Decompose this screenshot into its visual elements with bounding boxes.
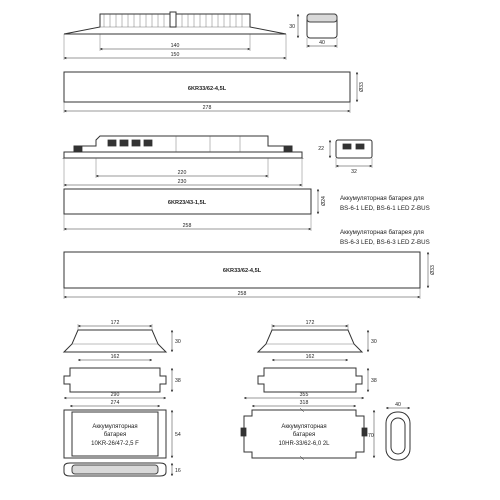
dim-318-label: 318 xyxy=(299,400,309,406)
battery-pack-1 xyxy=(64,72,365,113)
right-battery-end-view xyxy=(386,402,410,460)
dim-172-label: 172 xyxy=(110,320,120,326)
pack-1-label: 6KR33/62-4,5L xyxy=(187,86,227,92)
right-battery xyxy=(241,392,374,460)
device-2-end-view xyxy=(318,140,372,175)
battery-right-line-2: батарея xyxy=(292,432,316,438)
dim-dia33-label: Ø33 xyxy=(359,82,365,92)
battery-pack-2 xyxy=(64,189,327,231)
dim-162b-label: 162 xyxy=(305,354,315,360)
dim-220 xyxy=(96,158,268,178)
dim-38b-label: 38 xyxy=(371,378,377,384)
pack-3-label: 6KR33/62-4,5L xyxy=(222,268,262,274)
dim-30b-label: 30 xyxy=(175,339,181,345)
note-2-line-2: BS-6-3 LED, BS-6-3 LED Z-BUS xyxy=(340,239,430,246)
dim-278-label: 278 xyxy=(202,105,212,111)
dim-40-label: 40 xyxy=(319,40,325,46)
dim-16-label: 16 xyxy=(175,468,181,474)
pack-2-label: 6KR23/43-1,5L xyxy=(167,200,207,206)
left-battery-base xyxy=(64,463,181,476)
device-1-side-view xyxy=(64,12,286,34)
dim-54-label: 54 xyxy=(175,432,181,438)
battery-left-line-2: батарея xyxy=(103,432,127,438)
note-1 xyxy=(340,195,430,212)
dim-220-label: 220 xyxy=(177,170,187,176)
right-housing-side xyxy=(258,354,377,392)
dim-140 xyxy=(100,34,250,51)
battery-left-line-1: Аккумуляторная xyxy=(92,424,138,430)
dim-172b-label: 172 xyxy=(305,320,315,326)
dim-230-label: 230 xyxy=(177,179,187,185)
dim-258-label: 258 xyxy=(182,223,192,229)
dim-30c-label: 30 xyxy=(371,339,377,345)
dim-140-label: 140 xyxy=(170,43,180,49)
dim-258b-label: 258 xyxy=(237,291,247,297)
battery-right-line-1: Аккумуляторная xyxy=(281,424,327,430)
note-2-line-1: Аккумуляторная батарея для xyxy=(340,229,424,236)
battery-left-line-3: 10KR-26/47-2,5 F xyxy=(91,441,139,447)
dim-162-label: 162 xyxy=(110,354,120,360)
dim-30-label: 30 xyxy=(289,24,295,30)
note-1-line-2: BS-6-1 LED, BS-6-1 LED Z-BUS xyxy=(340,205,430,212)
battery-pack-3 xyxy=(64,252,436,299)
dim-dia24-label: Ø24 xyxy=(321,196,327,206)
dim-22-label: 22 xyxy=(318,146,324,152)
dim-274-label: 274 xyxy=(110,400,120,406)
dim-70-label: 70 xyxy=(368,433,374,439)
dim-32-label: 32 xyxy=(351,169,357,175)
left-housing-side xyxy=(64,354,181,392)
note-1-line-1: Аккумуляторная батарея для xyxy=(340,195,424,202)
device-2-side-view xyxy=(64,136,302,158)
note-2 xyxy=(340,229,430,246)
dim-dia33b-label: Ø33 xyxy=(430,265,436,275)
left-battery xyxy=(64,392,181,458)
dim-38a-label: 38 xyxy=(175,378,181,384)
dim-355-label: 355 xyxy=(299,392,309,398)
dim-40b-label: 40 xyxy=(395,402,401,408)
device-1-end-view xyxy=(289,14,337,48)
dim-290-label: 290 xyxy=(110,392,120,398)
battery-right-line-3: 10HR-33/62-6,0 2L xyxy=(278,441,330,447)
dim-150-label: 150 xyxy=(170,52,180,58)
left-housing-top xyxy=(64,320,181,352)
right-housing-top xyxy=(258,320,377,352)
